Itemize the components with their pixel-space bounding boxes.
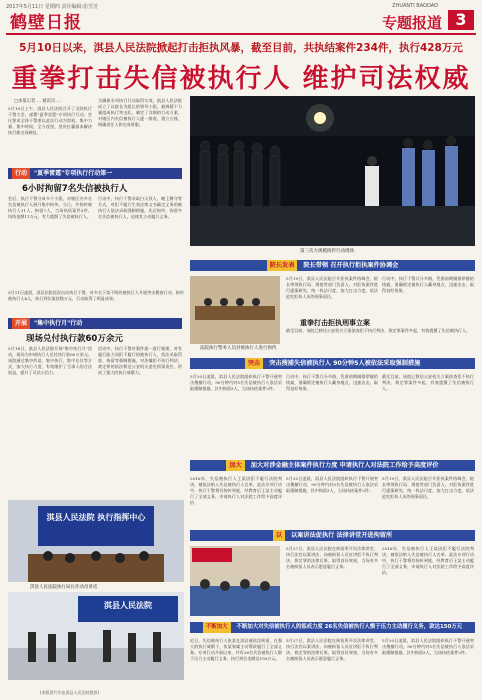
date-line: 2017年5月11日 星期四 责任编辑:张雪芳 (6, 4, 99, 10)
section-banner-1 (8, 168, 182, 179)
right-bar-1-tag: 院长发表 (267, 260, 298, 271)
banner-text-2: "集中执行月"行动 (34, 320, 83, 327)
section2-paragraph-1: 5月18日，淇县人民法院开展"集中执行月"活动，现场为申请执行人兑付执行款60万余元。该院通过集中约谈、集中执行、集中兑付等方式，加大执行力度，有效维护了当事人的合法权益，提升了司法公信力。 (8, 346, 92, 376)
right-paragraph-6b: 2016年，失信被执行人王某因拒不履行法院判决，被依法纳入失信被执行人名单。此次专项行动中，执行干警将其拘传到庭，经教育后王某主动履行了全部义务，申请执行人对法院工作给予高度评价。 (382, 546, 474, 576)
right-paragraph-5c: 5月19日，淇县人民法院召开拒执案件协调会，院长带领执行局、刑庭等部门负责人，对拒执案件进行逐案研究，统一执法尺度，加大打击力度，依法追究拒执人员的刑事责任。 (382, 476, 474, 500)
court-building-sign: 淇县人民法院 (104, 601, 152, 610)
meeting-photo (190, 276, 280, 344)
photo2-caption: 法院执行警务人员对被执行人进行拘传 (200, 346, 277, 351)
section2-subtitle: 现场兑付执行款60万余元 (26, 334, 123, 344)
byline: □本报记者 … 通讯员 … (14, 99, 61, 104)
section2-paragraph-2: 活动中，执行干警对案件逐一进行梳理，对有履行能力而拒不履行的被执行人，依法采取罚款、拘留等强制措施，对涉嫌拒不执行判决、裁定罪的依法移送公安机关追究刑事责任，形成了强大的执行威慑力。 (98, 346, 182, 376)
photo3-caption: 淇县人民法院执行局长作动员讲话 (30, 585, 98, 590)
section1-subtitle: 6小时拘留7名失信被执行人 (22, 184, 128, 194)
bottom-photo-credit: (本版图片均由淇县人民法院提供) (40, 690, 100, 695)
right-paragraph-6: 5月27日，淇县人民法院在拘留所开设法律讲堂，执行法官以案讲法，向被拘留人员宣讲拒不执行判决、裁定罪的法律后果，取得良好效果，当场有多名被拘留人员表示愿意履行义务。 (286, 546, 378, 570)
right-paragraph-5b: 5月20日凌晨，淇县人民法院组织执行干警开展突击搜捕行动，90分钟内对5名失信被执行人依法采取强制措施，其中拘留3人，当场执结案件2件。 (286, 476, 378, 494)
main-headline: 重拳打击失信被执行人 维护司法权威 (11, 64, 471, 94)
right-bar-3 (190, 460, 475, 471)
intro-paragraph-2: 为确保专项执行行动取得实效，淇县人民法院成立了以院长为组长的领导小组，抽调精干力量组成执行突击队，制定了详细的行动方案，对辖区内失信被执行人逐一排查，建立台账，明确责任人和完成时限。 (98, 98, 182, 128)
section1-paragraph-1: 会后，执行干警分成多个小组，对辖区内多名失信被执行人展开集中拘传。当日，共拘传被执行人11人，拘留7人，当场执结案件3件，执结金额11万元，有力震慑了失信被执行人。 (8, 196, 92, 220)
right-bar-3-text: 加大对涉金融主体案件执行力度 申请执行人对法院工作给予高度评价 (250, 462, 439, 469)
banner-tag-2: 开展 (12, 318, 30, 329)
right-bar-2 (190, 358, 475, 369)
meeting-illustration (190, 276, 280, 344)
banner-tag-1: 行动 (12, 168, 30, 179)
right-paragraph-4: 行动中，执行干警兵分多路，凭借前期摸排掌握的线索，准确锁定被执行人藏身地点，迅速出击，取得良好效果。 (286, 374, 378, 392)
right-paragraph-1: 5月19日，淇县人民法院召开拒执案件协调会，院长带领执行局、刑庭等部门负责人，对拒执案件进行逐案研究，统一执法尺度，加大打击力度，依法追究拒执人员的刑事责任。 (286, 276, 378, 300)
right-bar-5-text: 不断加大对失信被执行人的惩戒力度 26名失信被执行人慑于压力主动履行义务，款达150万元 (236, 624, 463, 630)
right-bar-4-tag: 以 (273, 530, 285, 541)
court-building-photo (8, 592, 184, 680)
command-center-sign: 淇县人民法院 执行指挥中心 (46, 513, 146, 522)
page-number: 3 (448, 10, 474, 30)
right-paragraph-1b: 行动中，执行干警兵分多路，凭借前期摸排掌握的线索，准确锁定被执行人藏身地点，迅速出击，取得良好效果。 (382, 276, 474, 294)
night-operation-illustration (190, 96, 475, 246)
command-center-photo (8, 500, 184, 582)
right-bar-4 (190, 530, 475, 541)
section-title: 专题报道 (381, 14, 442, 32)
masthead-rule (6, 33, 476, 35)
right-bar-5-tag: 不断加大 (203, 622, 231, 633)
lecture-illustration (190, 546, 280, 616)
banner-text-1: "夏季雷霆"专项执行行动第一 (34, 170, 113, 177)
edition-label: ZHUANTI BAODAO (392, 3, 438, 9)
night-operation-photo (190, 96, 475, 246)
right-bar-2-tag: 突击 (245, 358, 263, 369)
right-subtitle-1: 重拳打击拒执刑事立案 (300, 319, 370, 327)
newspaper-logo: 鹤壁日报 (10, 13, 82, 33)
right-paragraph-3: 5月20日凌晨，淇县人民法院组织执行干警开展突击搜捕行动，90分钟内对5名失信被执行人依法采取强制措施，其中拘留3人，当场执结案件2件。 (190, 374, 282, 392)
section-banner-2 (8, 318, 182, 329)
lecture-photo (190, 546, 280, 616)
section1-paragraph-2: 行动中，执行干警采取白天找人、晚上蹲守等方式，对拒不履行生效法律文书确定义务的被执行人依法采取强制措施，先后拘传、拘留多名失信被执行人，迫使其主动履行义务。 (98, 196, 182, 220)
right-bar-3-tag: 加大 (226, 460, 244, 471)
right-paragraph-2: 截至目前，该院已移送公安机关立案侦查拒不执行判决、裁定罪案件多起，有效震慑了失信被执行人。 (286, 328, 471, 333)
right-bar-4-text: 以案讲法促执行 法律讲堂开进拘留所 (291, 532, 393, 539)
sub-headline: 5月10日以来，淇县人民法院掀起打击拒执风暴，截至目前，共执结案件234件，执行428万元 (19, 42, 463, 54)
intro-paragraph-1: 5月10日上午，淇县人民法院召开了全院执行干警大会，部署"夏季雷霆"专项执行行动。会议要求全体干警要以此次行动为契机，集中力量、集中时间，全力攻坚，坚决打赢基本解决执行难这场硬仗。 (8, 106, 92, 136)
photo1-caption: 第三次大规模拘传行动现场 (300, 249, 354, 254)
right-paragraph-7c: 5月20日凌晨，淇县人民法院组织执行干警开展突击搜捕行动，90分钟内对5名失信被执行人依法采取强制措施，其中拘留3人，当场执结案件2件。 (382, 638, 474, 656)
right-paragraph-7b: 5月27日，淇县人民法院在拘留所开设法律讲堂，执行法官以案讲法，向被拘留人员宣讲拒不执行判决、裁定罪的法律后果，取得良好效果，当场有多名被拘留人员表示愿意履行义务。 (286, 638, 378, 662)
right-paragraph-5: 2016年，失信被执行人王某因拒不履行法院判决，被依法纳入失信被执行人名单。此次专项行动中，执行干警将其拘传到庭，经教育后王某主动履行了全部义务，申请执行人对法院工作给予高度评价。 (190, 476, 282, 506)
right-bar-1-text: 院长带领 召开执行拒执案件协调会 (303, 262, 399, 269)
right-bar-5 (190, 622, 475, 633)
right-paragraph-7: 近日，失信被执行人张某在淇县被依法拘留，在强大的执行威慑下，张某家属主动筹款履行了全部义务。专项行动开展以来，共有26名失信被执行人慑于压力主动履行义务，执行到位金额达150万元。 (190, 638, 282, 662)
right-paragraph-3b: 截至目前，该院已移送公安机关立案侦查拒不执行判决、裁定罪案件多起，有效震慑了失信被执行人。 (382, 374, 474, 392)
section1-paragraph-3: 5月11日凌晨，淇县法院再次出动执行干警，对多名下落不明的被执行人开展突击搜查行动，拘传被执行人4人，执行到位案款数万元，行动取得了明显成效。 (8, 290, 184, 302)
right-bar-1 (190, 260, 475, 271)
right-bar-2-text: 突击搜捕失信被执行人 90分钟5人被依法采取强制措施 (269, 360, 421, 367)
